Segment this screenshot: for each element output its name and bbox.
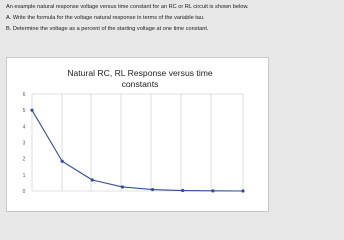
data-point-0 [30,109,33,112]
instructions [6,2,342,35]
y-tick-label-4: 4 [22,124,26,131]
chart-title-line1: Natural RC, RL Response versus time [67,68,213,78]
data-point-6 [211,189,214,192]
data-point-4 [151,188,154,191]
chart-container [6,57,269,212]
data-point-3 [121,185,124,188]
y-tick-label-0: 0 [22,189,26,195]
data-point-7 [241,189,244,192]
instruction-part-a: A. Write the formula for the voltage natural response in terms of the variable tau. [6,15,205,21]
data-point-1 [61,160,64,163]
y-tick-label-2: 2 [22,156,26,163]
data-point-2 [91,178,94,181]
y-tick-label-3: 3 [22,140,26,147]
chart-plot [7,58,268,211]
data-point-5 [181,189,184,192]
chart-title-line2: constants [121,79,159,89]
instruction-intro: An example natural response voltage versus time constant for an RC or RL circuit is shown below. [6,4,249,10]
y-tick-label-6: 6 [22,92,26,98]
instruction-part-b: B. Determine the voltage as a percent of the starting voltage at one time constant. [6,26,209,32]
y-tick-label-1: 1 [22,172,26,179]
y-tick-label-5: 5 [22,108,26,115]
